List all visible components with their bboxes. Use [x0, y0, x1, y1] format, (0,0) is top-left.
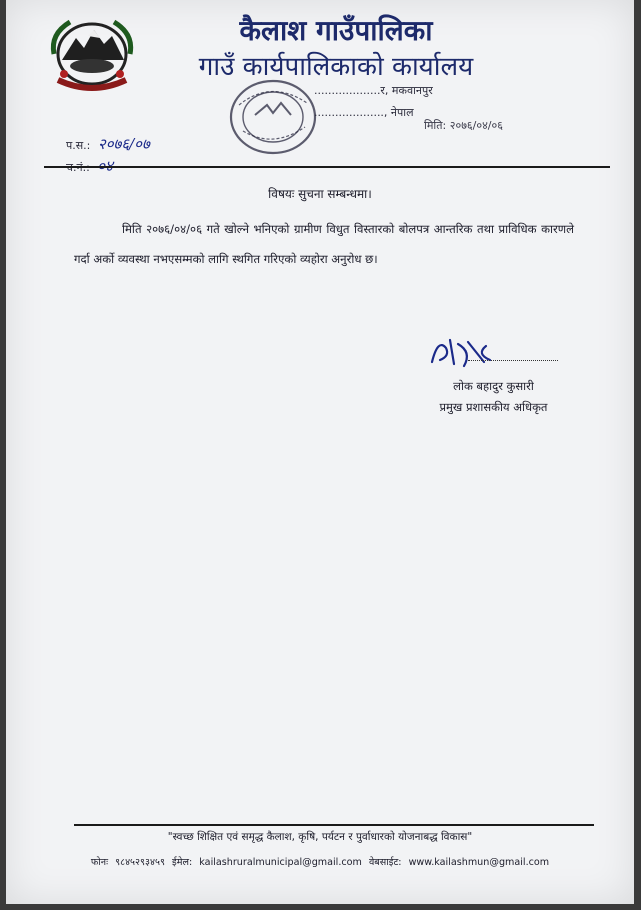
header-divider: [44, 166, 610, 168]
patra-number: २०७६/०७: [97, 135, 150, 153]
municipality-name: कैलाश गाउँपालिका: [239, 14, 433, 47]
patra-label: प.स.:: [66, 139, 91, 152]
office-name: गाउँ कार्यपालिकाको कार्यालय: [198, 52, 474, 82]
letter-subject: विषयः सुचना सम्बन्धमा।: [268, 187, 372, 201]
signer-designation: प्रमुख प्रशासकीय अधिकृत: [439, 400, 548, 414]
nepal-emblem-icon: [44, 14, 140, 98]
website-label: वेबसाईट:: [368, 857, 402, 868]
handwritten-signature: [424, 332, 564, 372]
date-label: मिति:: [424, 119, 447, 132]
address-line: ...................र, मकवानपुर: [314, 84, 433, 97]
address-line: ...................., नेपाल: [314, 106, 414, 119]
footer-contact: [6, 855, 634, 868]
office-address: [268, 80, 433, 124]
letter-page: [6, 0, 634, 904]
phone-number: ९८४५२९३४५९: [115, 857, 165, 868]
phone-label: फोनः: [90, 857, 109, 868]
reference-block: [66, 134, 150, 178]
email-label: ईमेल:: [172, 857, 193, 868]
email-address: kailashruralmunicipal@gmail.com: [199, 857, 362, 868]
signer-name: लोक बहादुर कुसारी: [453, 379, 534, 393]
letter-date: [424, 118, 503, 133]
website-address: www.kailashmun@gmail.com: [408, 857, 550, 868]
footer-motto: "स्वच्छ शिक्षित एवं समृद्ध कैलाश, कृषि, पर्यटन र पुर्वाधारको योजनाबद्ध विकास": [167, 831, 473, 843]
signer-block: [426, 376, 561, 418]
letter-body: मिति २०७६/०४/०६ गते खोल्ने भनिएको ग्रामीण विधुत विस्तारको बोलपत्र आन्तरिक तथा प्राविधिक कारणले गर्दा अर्को व्यवस्था नभएसम्मको लागि स्थगित गरिएको व्यहोरा अनुरोध छ।: [74, 222, 574, 266]
footer-divider: [74, 824, 594, 826]
office-title: [156, 12, 516, 84]
date-value: २०७६/०४/०६: [449, 119, 503, 132]
signature-line: [468, 360, 558, 361]
